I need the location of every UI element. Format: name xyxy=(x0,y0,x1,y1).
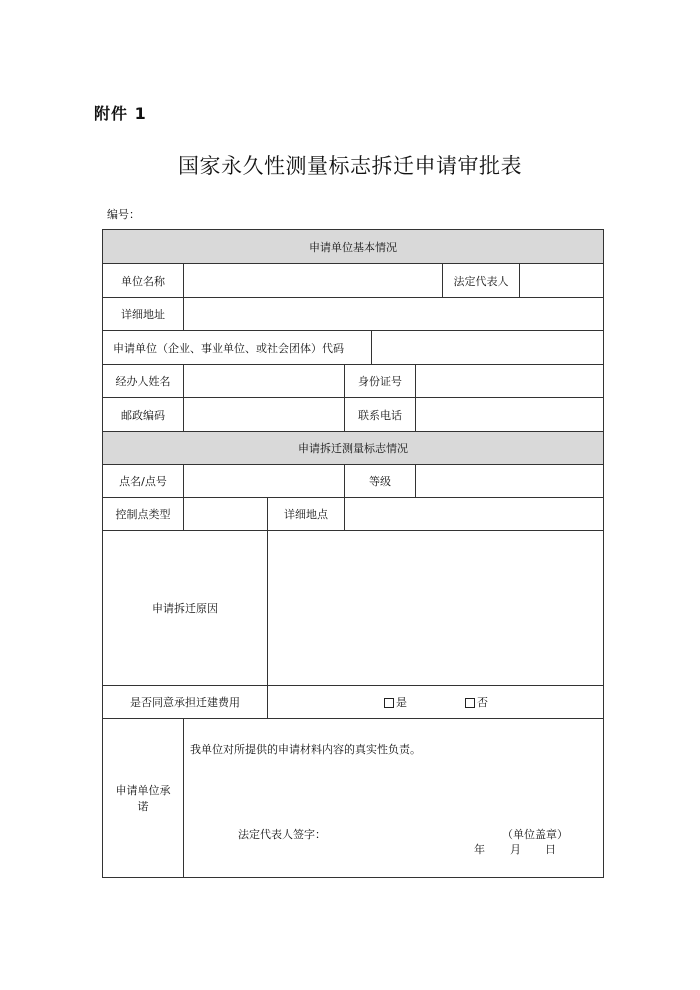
date-day: 日 xyxy=(545,843,556,856)
label-org-code: 申请单位（企业、事业单位、或社会团体）代码 xyxy=(113,341,344,355)
field-postcode[interactable] xyxy=(183,398,344,431)
row-address xyxy=(103,297,603,330)
field-control-type[interactable] xyxy=(183,498,267,530)
row-cost xyxy=(103,685,603,718)
label-control-type: 控制点类型 xyxy=(115,508,171,521)
label-commitment-line2: 诺 xyxy=(137,800,149,813)
label-location: 详细地点 xyxy=(267,498,344,530)
commitment-content xyxy=(183,719,603,877)
field-agent-name[interactable] xyxy=(183,365,344,397)
label-agent-name: 经办人姓名 xyxy=(115,375,171,388)
signature-label: 法定代表人签字： xyxy=(238,828,326,841)
field-legal-rep[interactable] xyxy=(519,264,603,297)
date-month: 月 xyxy=(510,843,521,856)
field-org-code[interactable] xyxy=(371,331,603,364)
option-yes-label: 是 xyxy=(396,696,407,709)
form-title: 国家永久性测量标志拆迁申请审批表 xyxy=(178,154,522,178)
label-reason: 申请拆迁原因 xyxy=(152,602,218,615)
label-postcode: 邮政编码 xyxy=(121,408,165,422)
label-unit-name: 单位名称 xyxy=(121,274,165,288)
label-grade: 等级 xyxy=(344,465,415,497)
row-commitment xyxy=(103,718,603,877)
label-point-name: 点名/点号 xyxy=(119,475,167,488)
field-point-name[interactable] xyxy=(183,465,344,497)
field-grade[interactable] xyxy=(415,465,603,497)
row-reason xyxy=(103,530,603,685)
label-commitment xyxy=(103,719,183,877)
field-phone[interactable] xyxy=(415,398,603,431)
section-header-unit-text: 申请单位基本情况 xyxy=(309,240,397,254)
field-id-number[interactable] xyxy=(415,365,603,397)
row-postcode xyxy=(103,397,603,431)
label-id-number: 身份证号 xyxy=(344,365,415,397)
field-unit-name[interactable] xyxy=(183,264,442,297)
option-yes[interactable] xyxy=(384,694,407,710)
label-legal-rep: 法定代表人 xyxy=(442,264,519,297)
section-header-marker-text: 申请拆迁测量标志情况 xyxy=(298,442,408,455)
row-control-type xyxy=(103,497,603,530)
option-no-label: 否 xyxy=(477,696,488,709)
option-no[interactable] xyxy=(465,694,488,710)
field-address[interactable] xyxy=(183,298,603,330)
date-year: 年 xyxy=(474,843,485,856)
checkbox-icon[interactable] xyxy=(465,698,475,708)
row-point-name xyxy=(103,464,603,497)
label-address: 详细地址 xyxy=(121,308,165,321)
serial-number-label: 编号： xyxy=(107,208,140,221)
label-phone: 联系电话 xyxy=(344,398,415,431)
cost-options xyxy=(267,686,603,718)
field-reason[interactable] xyxy=(267,531,603,685)
section-header-unit xyxy=(103,230,603,263)
row-org-code xyxy=(103,330,603,364)
label-cost-question: 是否同意承担迁建费用 xyxy=(130,696,240,709)
section-header-marker xyxy=(103,431,603,464)
application-form-table xyxy=(102,229,604,878)
seal-label: （单位盖章） xyxy=(502,828,568,841)
field-location[interactable] xyxy=(344,498,603,530)
attachment-label: 附件 1 xyxy=(94,104,147,123)
row-agent xyxy=(103,364,603,397)
commitment-statement: 我单位对所提供的申请材料内容的真实性负责。 xyxy=(190,743,421,756)
checkbox-icon[interactable] xyxy=(384,698,394,708)
row-unit-name xyxy=(103,263,603,297)
label-commitment-line1: 申请单位承 xyxy=(115,784,171,797)
